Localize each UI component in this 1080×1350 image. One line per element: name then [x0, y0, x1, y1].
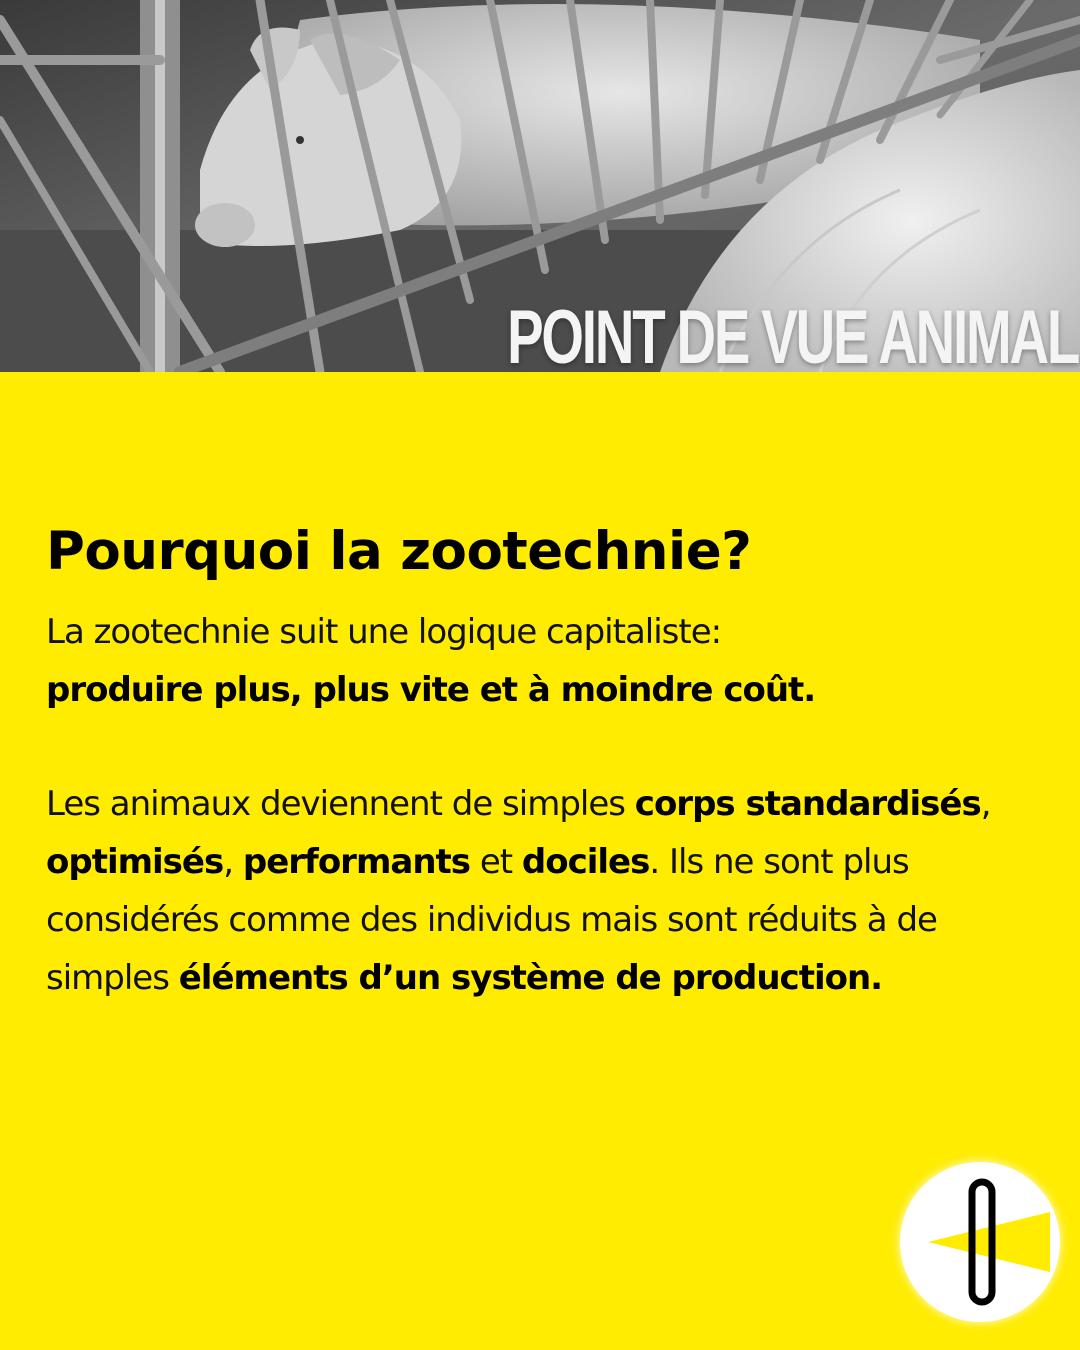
point-de-vue-animal-logo-icon [900, 1162, 1060, 1322]
body-text: et [470, 841, 522, 882]
header-photo [0, 0, 1080, 372]
paragraph-body [46, 775, 1006, 1007]
main-content [46, 522, 1006, 1007]
body-emphasis: performants [242, 841, 471, 882]
intro-line: La zootechnie suit une logique capitaliste: [46, 611, 722, 652]
body-text: , [980, 783, 991, 824]
body-text: . Ils ne sont plus considérés comme des individus mais sont réduits à de simples [46, 841, 937, 998]
body-emphasis: éléments d’un système de production. [178, 957, 883, 998]
page-title: Pourquoi la zootechnie? [46, 521, 752, 582]
body-emphasis: dociles [521, 841, 650, 882]
intro-bold-line: produire plus, plus vite et à moindre coût. [46, 669, 816, 710]
logo-icon [900, 1162, 1060, 1322]
body-text: Les animaux deviennent de simples [46, 783, 635, 824]
paragraph-intro [46, 603, 1006, 719]
brand-title: POINT DE VUE ANIMAL [506, 295, 1078, 372]
body-emphasis: corps standardisés [634, 783, 981, 824]
body-emphasis: optimisés [46, 841, 224, 882]
body-text: , [223, 841, 243, 882]
